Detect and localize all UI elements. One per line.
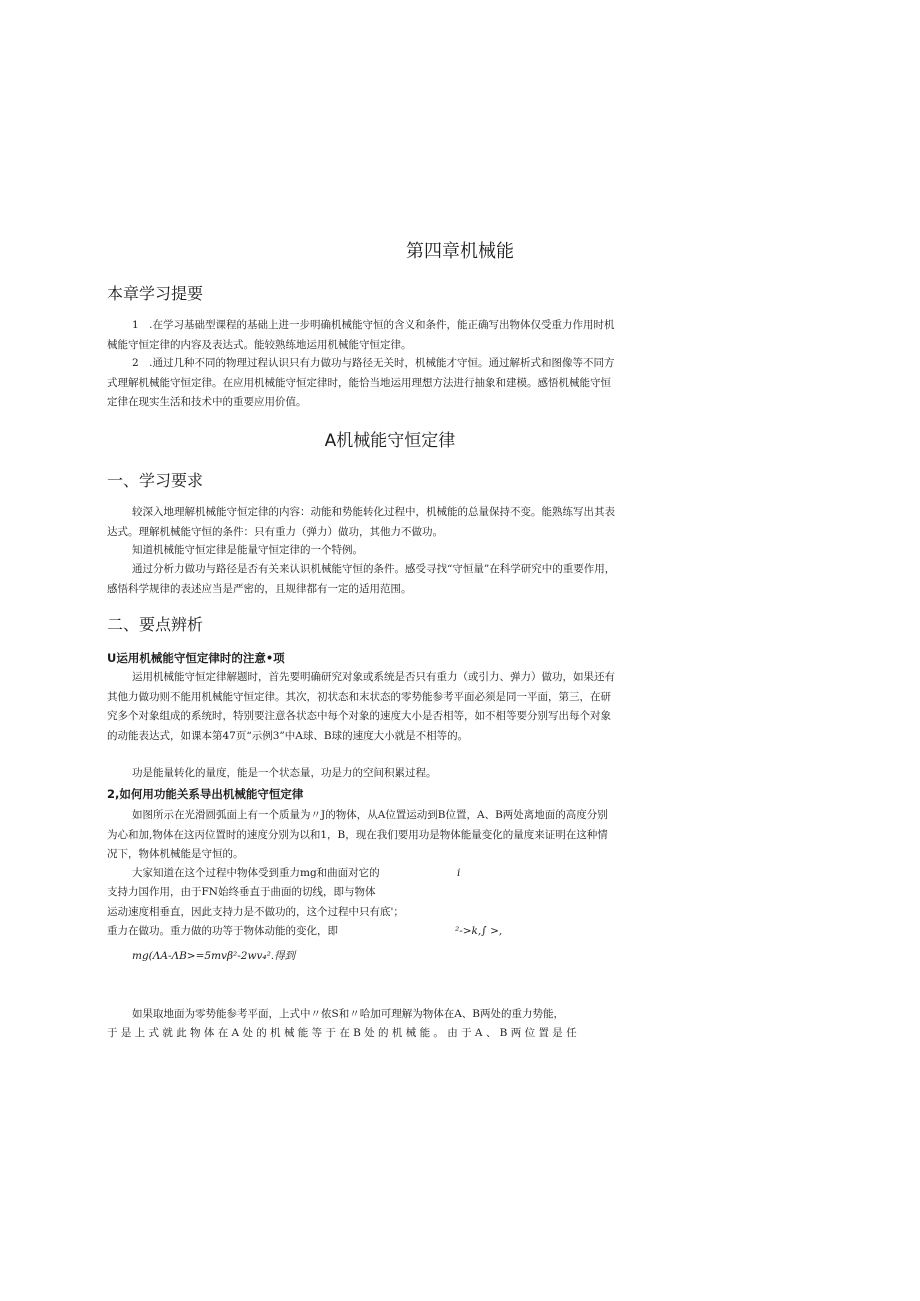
point1-para-2: 功是能量转化的量度，能是一个状态量，功是力的空间积累过程。 <box>132 767 437 779</box>
summary-item-2: 2 .通过几种不同的物理过程认识只有力做功与路径无关时，机械能才守恒。通过解析式和图像等不同方式理解机械能守恒定律。在应用机械能守恒定律时，能恰当地运用理想方法进行抽象和建模。感悟机械能守恒定律在现实生活和技术中的重要应用价值。 <box>107 357 615 408</box>
text-line: 如果取地面为零势能参考平面，上式中〃侬S和〃哈加可理解为物体在A、B两处的重力势能， <box>132 1008 564 1020</box>
requirements-para-3: 通过分析力做功与路径是否有关来认识机械能守恒的条件。感受寻找“守恒量”在科学研究中的重要作用，感悟科学规律的表述应当是严密的，且规律都有一定的适用范围。 <box>107 563 616 595</box>
text-line: 重力在做功。重力做的功等于物体动能的变化，即 <box>107 925 338 937</box>
figure-label: i <box>457 867 461 879</box>
chapter-title: 第四章机械能 <box>406 241 514 262</box>
text-line: 于 是 上 式 就 此 物 体 在 A 处 的 机 械 能 等 于 在 B 处 的 机 械 能 。 由 于 A 、 B 两 位 置 是 任 <box>107 1027 577 1039</box>
text-line: 运动速度相垂直，因此支持力是不做功的，这个过程中只有底'； <box>107 906 404 918</box>
point1-heading: U运用机械能守恒定律时的注意•项 <box>107 651 285 665</box>
summary-item-1: 1 .在学习基础型课程的基础上进一步明确机械能守恒的含义和条件，能正确写出物体仅受重力作用时机械能守恒定律的内容及表达式。能较熟练地运用机械能守恒定律。 <box>107 319 615 351</box>
point2-heading: 2,如何用功能关系导出机械能守恒定律 <box>107 787 304 801</box>
lesson-title: A机械能守恒定律 <box>324 431 456 451</box>
figure-label: ²->k,∫ >, <box>455 925 503 937</box>
text-line: 大家知道在这个过程中物体受到重力mg和曲面对它的 <box>132 867 380 879</box>
text-line: 支持力国作用，由于FN始终垂直于曲面的切线，即与物体 <box>107 886 376 898</box>
summary-heading: 本章学习提要 <box>107 284 204 303</box>
analysis-heading: 二、要点辨析 <box>107 615 204 634</box>
point1-para-1: 运用机械能守恒定律解题时，首先要明确研究对象或系统是否只有重力（或引力、弹力）做功，如果还有其他力做功则不能用机械能守恒定律。其次，初状态和末状态的零势能参考平面必须是同一平面，第三，在研究多个对象组成的系统时，特别要注意各状态中每个对象的速度大小是否相等，如不相等要分别写出每个对象的动能表达式，如课本第47页“示例3”中A球、B球的速度大小就是不相等的。 <box>107 671 615 742</box>
requirements-para-2: 知道机械能守恒定律是能量守恒定律的一个特例。 <box>132 544 363 556</box>
requirements-heading: 一、学习要求 <box>107 471 204 490</box>
point2-para-1: 如图所示在光滑圆弧面上有一个质量为〃J的物体，从A位置运动到B位置，A、B两处离地面的高度分别为心和加,物体在这丙位置时的速度分别为以和1，B，现在我们要用功是物体能量变化的量度来证明在这种情况下，物体机械能是守恒的。 <box>107 809 608 860</box>
energy-formula: mg(ΛA-ΛB>=5mvβ²-2wv₄².得到 <box>132 950 296 962</box>
requirements-para-1: 较深入地理解机械能守恒定律的内容：动能和势能转化过程中，机械能的总量保持不变。能熟练写出其表达式。理解机械能守恒的条件：只有重力（弹力）做功，其他力不做功。 <box>107 506 615 538</box>
